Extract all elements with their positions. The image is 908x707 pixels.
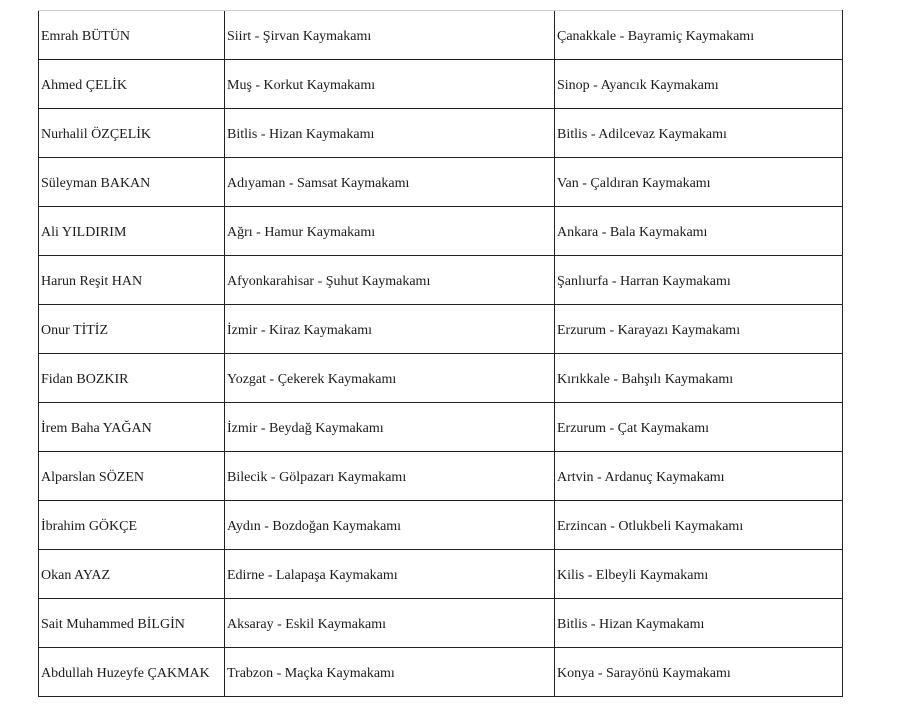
person-name: Nurhalil ÖZÇELİK	[41, 127, 152, 142]
new-post-cell	[555, 452, 843, 501]
person-name-cell	[39, 158, 225, 207]
person-name: Onur TİTİZ	[41, 323, 108, 338]
current-post: Bilecik - Gölpazarı Kaymakamı	[227, 470, 407, 485]
person-name: İrem Baha YAĞAN	[41, 421, 152, 436]
table-row	[39, 599, 843, 648]
table-row	[39, 158, 843, 207]
table-row	[39, 60, 843, 109]
current-post: Afyonkarahisar - Şuhut Kaymakamı	[227, 274, 431, 289]
current-post-cell	[225, 452, 555, 501]
person-name: Ahmed ÇELİK	[41, 78, 127, 93]
current-post: Adıyaman - Samsat Kaymakamı	[227, 176, 410, 191]
current-post-cell	[225, 109, 555, 158]
person-name: Alparslan SÖZEN	[41, 470, 145, 485]
current-post: Muş - Korkut Kaymakamı	[227, 78, 376, 93]
person-name: Harun Reşit HAN	[41, 274, 143, 289]
new-post-cell	[555, 403, 843, 452]
person-name-cell	[39, 305, 225, 354]
person-name: Emrah BÜTÜN	[41, 29, 131, 44]
person-name: Okan AYAZ	[41, 568, 111, 583]
current-post-cell	[225, 501, 555, 550]
current-post: Trabzon - Maçka Kaymakamı	[227, 666, 395, 681]
person-name-cell	[39, 256, 225, 305]
person-name-cell	[39, 207, 225, 256]
new-post: Çanakkale - Bayramiç Kaymakamı	[557, 29, 755, 44]
new-post-cell	[555, 501, 843, 550]
new-post: Van - Çaldıran Kaymakamı	[557, 176, 711, 191]
table-row	[39, 305, 843, 354]
table-row	[39, 207, 843, 256]
person-name-cell	[39, 403, 225, 452]
current-post: Yozgat - Çekerek Kaymakamı	[227, 372, 397, 387]
person-name-cell	[39, 11, 225, 60]
new-post-cell	[555, 109, 843, 158]
current-post-cell	[225, 158, 555, 207]
person-name: Ali YILDIRIM	[41, 225, 127, 240]
person-name: Süleyman BAKAN	[41, 176, 151, 191]
person-name-cell	[39, 452, 225, 501]
table-row	[39, 11, 843, 60]
current-post: Siirt - Şirvan Kaymakamı	[227, 29, 372, 44]
current-post-cell	[225, 354, 555, 403]
new-post: Kırıkkale - Bahşılı Kaymakamı	[557, 372, 734, 387]
new-post: Artvin - Ardanuç Kaymakamı	[557, 470, 725, 485]
new-post-cell	[555, 305, 843, 354]
new-post: Konya - Sarayönü Kaymakamı	[557, 666, 731, 681]
new-post: Sinop - Ayancık Kaymakamı	[557, 78, 719, 93]
person-name-cell	[39, 648, 225, 697]
person-name-cell	[39, 109, 225, 158]
person-name: Abdullah Huzeyfe ÇAKMAK	[41, 666, 210, 681]
new-post-cell	[555, 256, 843, 305]
new-post-cell	[555, 354, 843, 403]
table-row	[39, 501, 843, 550]
current-post-cell	[225, 207, 555, 256]
current-post: İzmir - Beydağ Kaymakamı	[227, 421, 384, 436]
person-name-cell	[39, 599, 225, 648]
new-post: Bitlis - Adilcevaz Kaymakamı	[557, 127, 727, 142]
new-post-cell	[555, 648, 843, 697]
new-post-cell	[555, 60, 843, 109]
new-post-cell	[555, 158, 843, 207]
new-post-cell	[555, 11, 843, 60]
table-row	[39, 550, 843, 599]
person-name: İbrahim GÖKÇE	[41, 519, 138, 534]
current-post: İzmir - Kiraz Kaymakamı	[227, 323, 372, 338]
new-post: Erzincan - Otlukbeli Kaymakamı	[557, 519, 744, 534]
current-post: Ağrı - Hamur Kaymakamı	[227, 225, 376, 240]
table-row	[39, 648, 843, 697]
current-post-cell	[225, 403, 555, 452]
table-row	[39, 403, 843, 452]
new-post-cell	[555, 207, 843, 256]
table-row	[39, 109, 843, 158]
table-row	[39, 452, 843, 501]
current-post-cell	[225, 305, 555, 354]
current-post-cell	[225, 599, 555, 648]
new-post: Şanlıurfa - Harran Kaymakamı	[557, 274, 731, 289]
person-name-cell	[39, 550, 225, 599]
person-name: Fidan BOZKIR	[41, 372, 129, 387]
current-post-cell	[225, 550, 555, 599]
assignment-table	[38, 10, 843, 697]
new-post: Kilis - Elbeyli Kaymakamı	[557, 568, 709, 583]
new-post: Bitlis - Hizan Kaymakamı	[557, 617, 705, 632]
new-post-cell	[555, 550, 843, 599]
current-post-cell	[225, 60, 555, 109]
new-post: Erzurum - Karayazı Kaymakamı	[557, 323, 741, 338]
current-post-cell	[225, 256, 555, 305]
person-name-cell	[39, 354, 225, 403]
table-row	[39, 256, 843, 305]
new-post: Ankara - Bala Kaymakamı	[557, 225, 708, 240]
current-post: Aksaray - Eskil Kaymakamı	[227, 617, 387, 632]
person-name-cell	[39, 501, 225, 550]
current-post: Aydın - Bozdoğan Kaymakamı	[227, 519, 402, 534]
table-row	[39, 354, 843, 403]
current-post: Bitlis - Hizan Kaymakamı	[227, 127, 375, 142]
current-post-cell	[225, 11, 555, 60]
current-post-cell	[225, 648, 555, 697]
new-post: Erzurum - Çat Kaymakamı	[557, 421, 710, 436]
new-post-cell	[555, 599, 843, 648]
person-name: Sait Muhammed BİLGİN	[41, 617, 185, 632]
current-post: Edirne - Lalapaşa Kaymakamı	[227, 568, 398, 583]
person-name-cell	[39, 60, 225, 109]
